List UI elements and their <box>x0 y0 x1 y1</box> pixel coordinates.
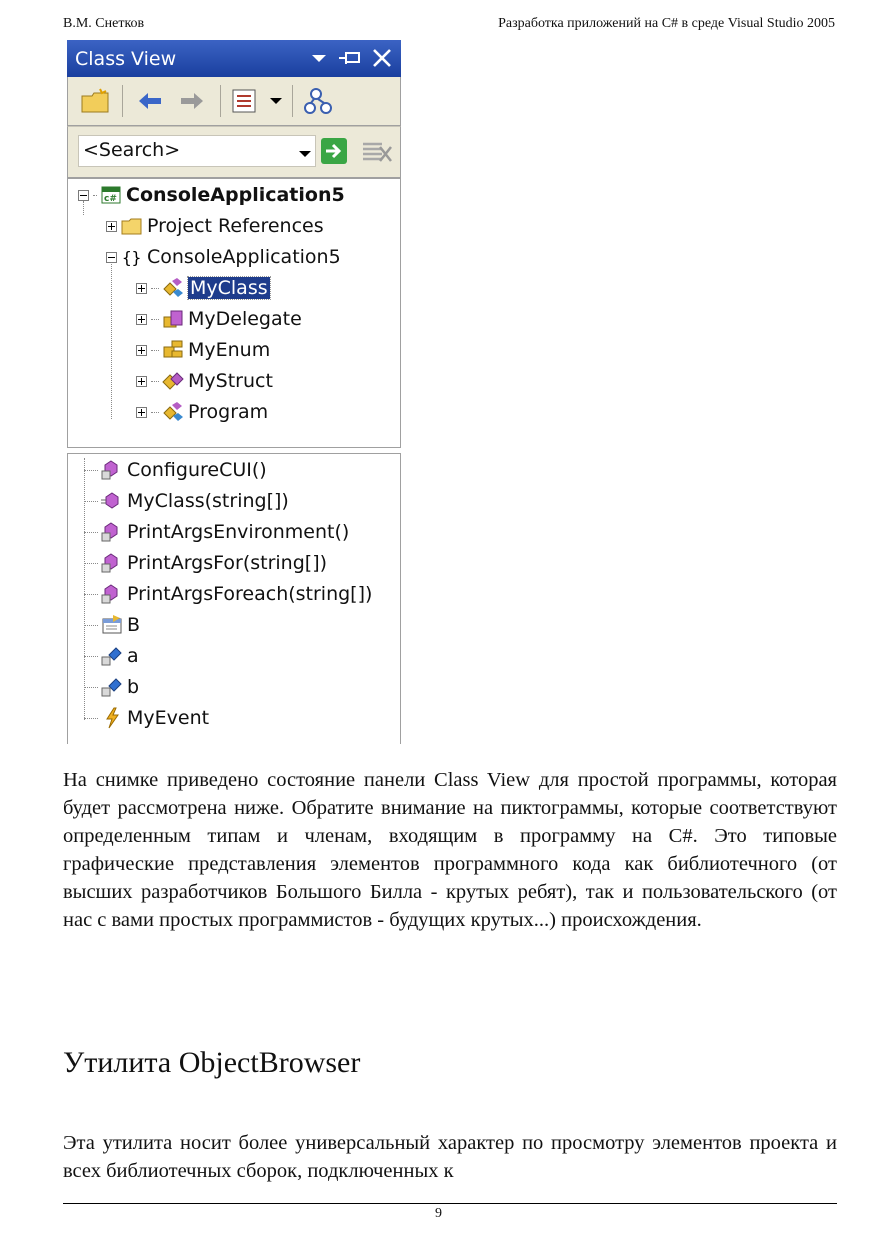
tree-item-type[interactable] <box>136 305 302 333</box>
member-label: MyClass(string[]) <box>127 490 289 512</box>
private-field-icon <box>101 676 123 698</box>
tree-type-label: MyEnum <box>188 339 271 361</box>
search-input[interactable] <box>83 139 283 161</box>
page-number: 9 <box>435 1206 442 1221</box>
tree-references-label: Project References <box>147 215 324 237</box>
sort-dropdown-icon[interactable] <box>268 87 284 115</box>
event-lightning-icon <box>101 707 123 729</box>
tree-item-project-references[interactable] <box>106 212 324 240</box>
class-view-tree <box>67 178 401 448</box>
new-folder-icon[interactable] <box>80 87 112 115</box>
namespace-braces-icon <box>121 246 143 268</box>
footer-divider <box>63 1203 837 1204</box>
private-method-icon <box>101 583 123 605</box>
class-view-panel <box>67 40 401 740</box>
member-item[interactable] <box>84 549 327 577</box>
tree-item-namespace[interactable] <box>106 243 341 271</box>
member-label: a <box>127 645 139 667</box>
window-position-dropdown-icon[interactable] <box>309 48 329 68</box>
tree-namespace-label: ConsoleApplication5 <box>147 246 341 268</box>
header-author: В.М. Снетков <box>63 16 145 31</box>
search-combobox[interactable] <box>78 135 316 167</box>
body-paragraph: На снимке приведено состояние панели Class View для простой программы, которая будет рассмотрена ниже. Обратите внимание на пиктограммы, которые соответствуют определенным типам и членам, входящим в программу на C#. Это типовые графические представления элементов программного кода как библиотечного (от высших разработчиков Большого Билла - крутых ребят), так и пользовательского (от нас с вами простых программистов - будущих крутых...) происхождения. <box>63 769 837 931</box>
enum-icon <box>162 339 184 361</box>
member-item[interactable] <box>84 580 372 608</box>
header-title: Разработка приложений на C# в среде Visual Studio 2005 <box>498 16 835 31</box>
tree-type-label: Program <box>188 401 269 423</box>
tree-item-type[interactable] <box>136 367 273 395</box>
public-method-icon <box>101 490 123 512</box>
tree-project-label: ConsoleApplication5 <box>126 184 345 206</box>
tree-type-label: MyStruct <box>188 370 273 392</box>
forward-arrow-icon[interactable] <box>178 87 206 115</box>
class-diagram-icon[interactable] <box>302 87 336 115</box>
member-item[interactable] <box>84 611 140 639</box>
member-item[interactable] <box>84 642 139 670</box>
member-item[interactable] <box>84 518 349 546</box>
folder-icon <box>121 215 143 237</box>
member-label: ConfigureCUI() <box>127 459 267 481</box>
tree-type-label-selected: MyClass <box>190 277 268 299</box>
struct-icon <box>162 370 184 392</box>
class-view-toolbar <box>67 77 401 126</box>
clear-search-icon[interactable] <box>360 137 394 169</box>
body-paragraph: Эта утилита носит более универсальный характер по просмотру элементов проекта и всех библиотечных сборок, подключенных к <box>63 1132 837 1182</box>
search-go-button[interactable] <box>320 137 348 169</box>
sort-options-icon[interactable] <box>230 87 260 115</box>
property-icon <box>101 614 123 636</box>
class-view-title: Class View <box>75 48 177 70</box>
private-method-icon <box>101 552 123 574</box>
auto-hide-pin-icon[interactable] <box>337 48 363 68</box>
delegate-icon <box>162 308 184 330</box>
member-item[interactable] <box>84 456 267 484</box>
class-view-members-list <box>67 453 401 744</box>
member-item[interactable] <box>84 487 289 515</box>
tree-item-type[interactable] <box>136 336 270 364</box>
member-label: MyEvent <box>127 707 210 729</box>
tree-type-label: MyDelegate <box>188 308 302 330</box>
tree-item-project[interactable] <box>78 181 345 209</box>
close-icon[interactable] <box>371 47 393 69</box>
member-label: B <box>127 614 141 636</box>
tree-item-type[interactable] <box>136 274 270 302</box>
search-bar <box>67 126 401 178</box>
csharp-project-icon <box>100 184 122 206</box>
class-icon <box>162 401 184 423</box>
private-field-icon <box>101 645 123 667</box>
member-label: PrintArgsEnvironment() <box>127 521 350 543</box>
member-item[interactable] <box>84 704 209 732</box>
tree-item-type[interactable] <box>136 398 268 426</box>
search-dropdown-icon[interactable] <box>298 145 312 164</box>
member-item[interactable] <box>84 673 139 701</box>
member-label: b <box>127 676 140 698</box>
private-method-icon <box>101 521 123 543</box>
private-method-icon <box>101 459 123 481</box>
svg-text:{}: {} <box>122 248 142 267</box>
svg-text:c#: c# <box>104 194 117 204</box>
member-label: PrintArgsFor(string[]) <box>127 552 328 574</box>
member-label: PrintArgsForeach(string[]) <box>127 583 373 605</box>
section-heading: Утилита ObjectBrowser <box>63 1046 361 1079</box>
class-icon <box>162 277 184 299</box>
class-view-titlebar <box>67 40 401 77</box>
back-arrow-icon[interactable] <box>136 87 164 115</box>
